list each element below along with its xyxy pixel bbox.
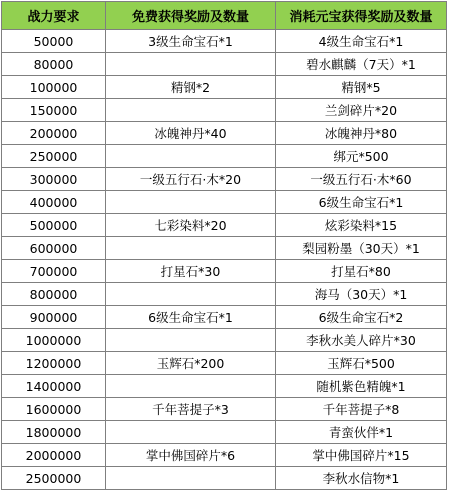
- paid-reward-cell: 6级生命宝石*1: [276, 191, 447, 214]
- free-reward-cell: [106, 375, 276, 398]
- power-requirement-cell: 2000000: [2, 444, 106, 467]
- table-row: [2, 53, 447, 76]
- table-row: [2, 76, 447, 99]
- power-requirement-cell: 1200000: [2, 352, 106, 375]
- power-requirement-cell: 150000: [2, 99, 106, 122]
- paid-reward-cell: 李秋水信物*1: [276, 467, 447, 490]
- paid-reward-cell: 青蛮伙伴*1: [276, 421, 447, 444]
- paid-reward-cell: 精钢*5: [276, 76, 447, 99]
- power-requirement-cell: 1800000: [2, 421, 106, 444]
- power-requirement-cell: 500000: [2, 214, 106, 237]
- paid-reward-cell: 掌中佛国碎片*15: [276, 444, 447, 467]
- power-requirement-cell: 600000: [2, 237, 106, 260]
- reward-rows: [2, 30, 447, 490]
- paid-reward-cell: 李秋水美人碎片*30: [276, 329, 447, 352]
- paid-reward-cell: 碧水麒麟（7天）*1: [276, 53, 447, 76]
- paid-reward-cell: 兰剑碎片*20: [276, 99, 447, 122]
- table-row: [2, 398, 447, 421]
- free-reward-cell: 七彩染料*20: [106, 214, 276, 237]
- table-row: [2, 283, 447, 306]
- power-requirement-cell: 100000: [2, 76, 106, 99]
- free-reward-cell: 千年菩提子*3: [106, 398, 276, 421]
- power-requirement-cell: 300000: [2, 168, 106, 191]
- free-reward-cell: 掌中佛国碎片*6: [106, 444, 276, 467]
- power-requirement-cell: 1600000: [2, 398, 106, 421]
- header-row: [2, 2, 447, 30]
- power-requirement-cell: 50000: [2, 30, 106, 53]
- free-reward-cell: [106, 329, 276, 352]
- table-row: [2, 145, 447, 168]
- paid-reward-header: 消耗元宝获得奖励及数量: [276, 2, 447, 30]
- free-reward-cell: 打星石*30: [106, 260, 276, 283]
- paid-reward-cell: 随机紫色精魄*1: [276, 375, 447, 398]
- paid-reward-cell: 梨园粉墨（30天）*1: [276, 237, 447, 260]
- free-reward-cell: 精钢*2: [106, 76, 276, 99]
- power-requirement-cell: 400000: [2, 191, 106, 214]
- free-reward-cell: [106, 421, 276, 444]
- power-requirement-cell: 1400000: [2, 375, 106, 398]
- table-row: [2, 168, 447, 191]
- paid-reward-cell: 炫彩染料*15: [276, 214, 447, 237]
- power-requirement-cell: 2500000: [2, 467, 106, 490]
- free-reward-cell: [106, 191, 276, 214]
- power-requirement-cell: 250000: [2, 145, 106, 168]
- free-reward-cell: 一级五行石·木*20: [106, 168, 276, 191]
- free-reward-cell: [106, 145, 276, 168]
- table-row: [2, 421, 447, 444]
- paid-reward-cell: 冰魄神丹*80: [276, 122, 447, 145]
- free-reward-header: 免费获得奖励及数量: [106, 2, 276, 30]
- paid-reward-cell: 绑元*500: [276, 145, 447, 168]
- table-row: [2, 375, 447, 398]
- table-row: [2, 260, 447, 283]
- power-requirement-cell: 700000: [2, 260, 106, 283]
- free-reward-cell: 3级生命宝石*1: [106, 30, 276, 53]
- table-row: [2, 444, 447, 467]
- table-row: [2, 191, 447, 214]
- paid-reward-cell: 打星石*80: [276, 260, 447, 283]
- power-requirement-cell: 200000: [2, 122, 106, 145]
- paid-reward-cell: 一级五行石·木*60: [276, 168, 447, 191]
- paid-reward-cell: 千年菩提子*8: [276, 398, 447, 421]
- table-row: [2, 30, 447, 53]
- free-reward-cell: 冰魄神丹*40: [106, 122, 276, 145]
- paid-reward-cell: 4级生命宝石*1: [276, 30, 447, 53]
- free-reward-cell: [106, 237, 276, 260]
- power-requirement-header: 战力要求: [2, 2, 106, 30]
- table-row: [2, 99, 447, 122]
- table-row: [2, 122, 447, 145]
- table-row: [2, 214, 447, 237]
- free-reward-cell: [106, 283, 276, 306]
- free-reward-cell: [106, 467, 276, 490]
- paid-reward-cell: 海马（30天）*1: [276, 283, 447, 306]
- free-reward-cell: 玉辉石*200: [106, 352, 276, 375]
- table-row: [2, 329, 447, 352]
- reward-table: [1, 1, 447, 490]
- table-row: [2, 306, 447, 329]
- paid-reward-cell: 6级生命宝石*2: [276, 306, 447, 329]
- power-requirement-cell: 1000000: [2, 329, 106, 352]
- free-reward-cell: [106, 53, 276, 76]
- table-row: [2, 467, 447, 490]
- power-requirement-cell: 800000: [2, 283, 106, 306]
- free-reward-cell: [106, 99, 276, 122]
- free-reward-cell: 6级生命宝石*1: [106, 306, 276, 329]
- table-row: [2, 352, 447, 375]
- paid-reward-cell: 玉辉石*500: [276, 352, 447, 375]
- table-row: [2, 237, 447, 260]
- power-requirement-cell: 80000: [2, 53, 106, 76]
- power-requirement-cell: 900000: [2, 306, 106, 329]
